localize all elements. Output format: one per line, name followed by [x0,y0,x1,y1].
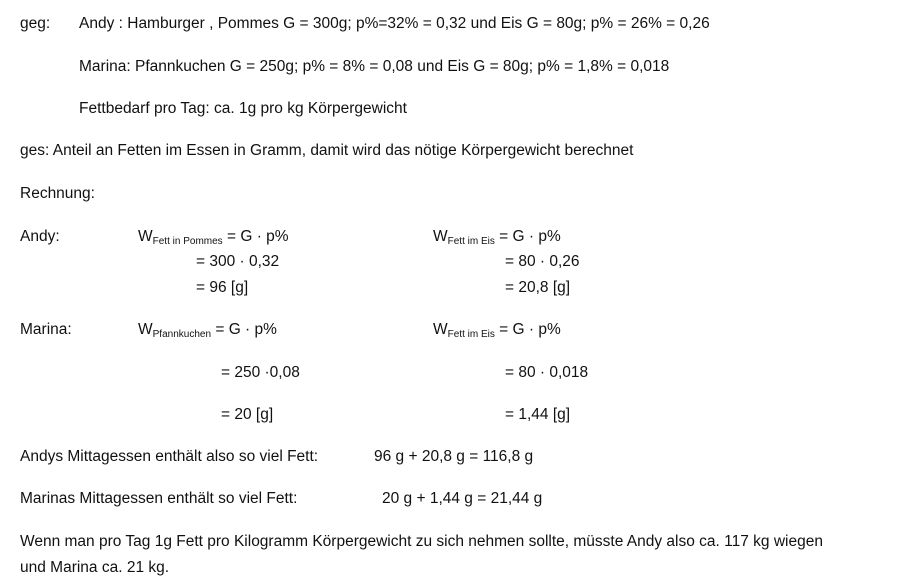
formula-eq: = G · p% [211,321,277,338]
marina-pfannkuchen-formula [138,320,277,340]
formula-eq: = G · p% [494,228,561,245]
w-symbol: W [433,321,448,338]
andy-label: Andy: [20,228,60,245]
marina-summary-text: Marinas Mittagessen enthält so viel Fett: [20,490,298,507]
rechnung-heading: Rechnung: [20,185,95,202]
formula-eq: = G · p% [222,228,289,245]
andy-eis-formula [433,227,561,247]
andy-eis-result: = 20,8 [g] [505,279,571,296]
marina-pfannkuchen-step1: = 250 ·0,08 [221,364,300,381]
conclusion-line1: Wenn man pro Tag 1g Fett pro Kilogramm Körpergewicht zu sich nehmen sollte, müsste Andy also ca. 117 kg wiegen [20,533,823,550]
given-marina: Marina: Pfannkuchen G = 250g; p% = 8% = 0,08 und Eis G = 80g; p% = 1,8% = 0,018 [79,58,670,75]
given-andy: Andy : Hamburger , Pommes G = 300g; p%=32% = 0,32 und Eis G = 80g; p% = 26% = 0,26 [79,15,710,32]
conclusion-line2: und Marina ca. 21 kg. [20,559,170,576]
marina-eis-result: = 1,44 [g] [505,406,571,423]
w-subscript: Fett im Eis [447,329,495,340]
w-subscript: Pfannkuchen [152,329,212,340]
andy-pommes-step1: = 300 · 0,32 [196,253,280,270]
formula-eq: = G · p% [494,321,561,338]
w-symbol: W [433,228,448,245]
marina-eis-formula [433,320,561,340]
andy-summary-text: Andys Mittagessen enthält also so viel Fett: [20,448,319,465]
w-symbol: W [138,321,153,338]
ges-line: ges: Anteil an Fetten im Essen in Gramm, damit wird das nötige Körpergewicht berechnet [20,142,634,159]
andy-pommes-result: = 96 [g] [196,279,249,296]
andy-eis-step1: = 80 · 0,26 [505,253,580,270]
andy-summary-value: 96 g + 20,8 g = 116,8 g [374,448,534,465]
geg-label: geg: [20,15,51,32]
andy-pommes-formula [138,227,289,247]
w-subscript: Fett in Pommes [152,236,223,247]
w-subscript: Fett im Eis [447,236,495,247]
w-symbol: W [138,228,153,245]
marina-pfannkuchen-result: = 20 [g] [221,406,274,423]
marina-label: Marina: [20,321,72,338]
given-fat-requirement: Fettbedarf pro Tag: ca. 1g pro kg Körpergewicht [79,100,407,117]
marina-eis-step1: = 80 · 0,018 [505,364,589,381]
marina-summary-value: 20 g + 1,44 g = 21,44 g [382,490,543,507]
